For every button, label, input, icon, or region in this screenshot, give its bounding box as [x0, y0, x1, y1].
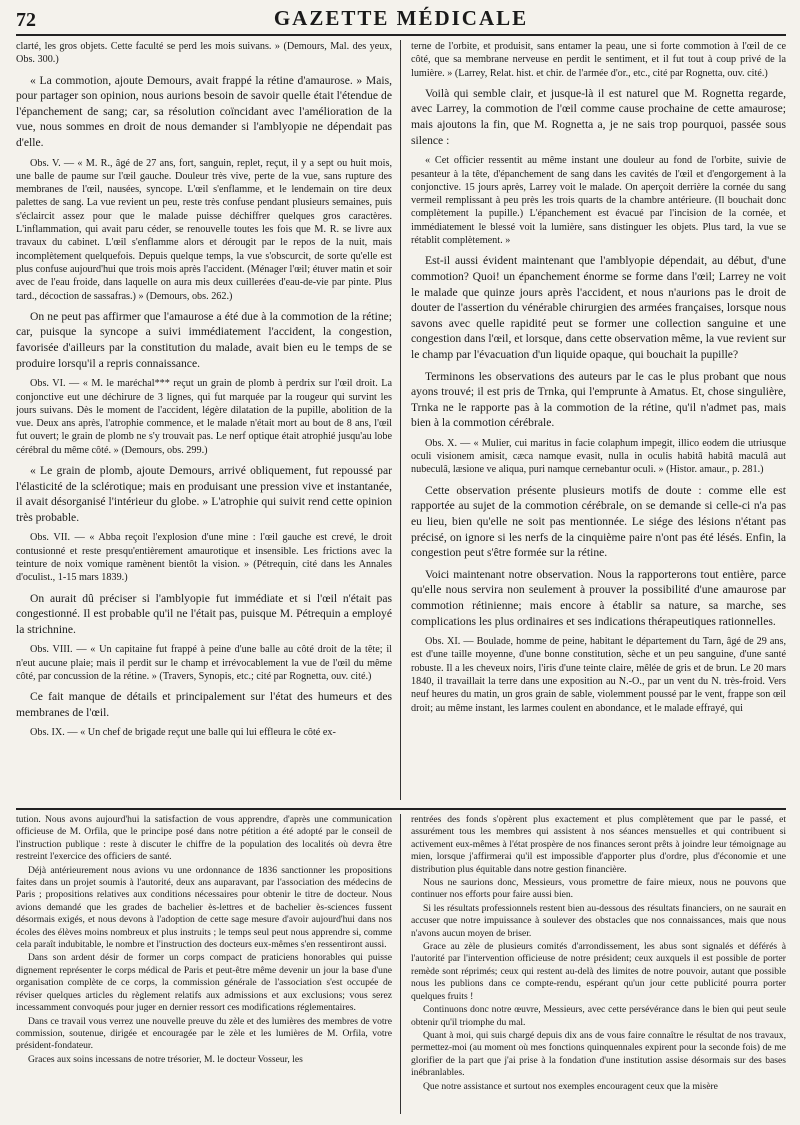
paragraph: « Le grain de plomb, ajoute Demours, arrivé obliquement, fut repoussé par l'élasticité de la sclérotique; mais en produisant une pression vive et instantanée, il avait désorganisé l'intérieur du globe. » L'atrophie qui suivit rend cette opinion très probable. — [16, 463, 392, 524]
paragraph: Voilà qui semble clair, et jusque-là il est naturel que M. Rognetta regarde, avec Larrey, la commotion de l'œil comme cause prochaine de cette amaurose; mais ajoutons la fin, que M. Rognetta a, je ne sais trop pourquoi, passée sous silence : — [411, 86, 786, 147]
paragraph: « La commotion, ajoute Demours, avait frappé la rétine d'amaurose. » Mais, pour partager son opinion, nous aurions besoin de savoir quelle était l'étendue de l'épanchement de sang; car, sa résolution coïncidant avec l'amélioration de la vue, nous sommes en droit de nous demander si l'amblyopie ne dépendait pas d'elle. — [16, 73, 392, 149]
paragraph: Que notre assistance et surtout nos exemples encouragent ceux que la misère — [423, 1080, 718, 1092]
observation-paragraph: Obs. XI. — Boulade, homme de peine, habitant le département du Tarn, âgé de 29 ans, est d'une taille moyenne, d'une bonne constitution, sèche et un peu sanguine, d'une santé robuste. Il a les cheveux noirs, l'iris d'une teinte claire, mêlée de gris et de brun. Le 20 mars 1840, il travaillait la terre dans une exposition au N.-O., par un vent du N. très-froid. Vers neuf heures du matin, un gros grain de sable, violemment poussé par le vent, frappe son œil droit; au même instant, les larmes coulent en abondance, et le malade effrayé, qui — [411, 636, 786, 714]
observation-paragraph: Obs. IX. — « Un chef de brigade reçut une balle qui lui effleura le côté ex- — [30, 727, 336, 739]
observation-paragraph: Obs. VII. — « Abba reçoit l'explosion d'une mine : l'œil gauche est crevé, le droit contusionné et reste presqu'entièrement amaurotique et insensible. Les frictions avec la teinture de noix vomique ramènent bientôt la vision. » (Pétrequin, cité dans les Annales d'oculist., 1-15 mars 1839.) — [16, 532, 392, 584]
paragraph: Voici maintenant notre observation. Nous la rapporterons tout entière, parce qu'elle nous servira non seulement à prouver la possibilité d'une amaurose par commotion rétinienne; mais encore à établir sa nature, sa marche, ses complications les plus ordinaires et ses indications thérapeutiques rationnelles. — [411, 567, 786, 628]
paragraph: On aurait dû préciser si l'amblyopie fut immédiate et si l'œil n'était pas congestionné. Il est probable qu'il ne l'était pas, puisque M. Pétrequin a employé la strichnine. — [16, 591, 392, 636]
paragraph: Continuons donc notre œuvre, Messieurs, avec cette persévérance dans le bien qui peut seule obtenir qu'il triomphe du mal. — [411, 1004, 786, 1028]
paragraph: Dans son ardent désir de former un corps compact de praticiens honorables qui puisse dignement représenter le corps médical de Paris et peut-être même devenir un jour la base d'une organisation complète de ce corps, la commission générale de l'association s'est occupée de réviser quelques articles du règlement relatifs aux admissions et aux exclusions; vous serez incessamment convoqués pour juger en dernier ressort ces modifications réglementaires. — [16, 952, 392, 1014]
paragraph: Quant à moi, qui suis chargé depuis dix ans de vous faire connaître le résultat de nos travaux, permettez-moi (au moment où mes fonctions quinquennales expirent pour la seconde fois) de me glorifier de la part que j'ai prise à la fondation d'une institution assise désormais sur des bases inébranlables. — [411, 1029, 786, 1079]
paragraph: Ce fait manque de détails et principalement sur l'état des humeurs et des membranes de l'œil. — [16, 690, 392, 719]
paragraph: terne de l'orbite, et produisit, sans entamer la peau, une si forte commotion à l'œil de ce côté, que sa membrane nerveuse en perdit le sentiment, et il fut tout à coup privé de la lumière. » (Larrey, Relat. hist. et chir. de l'armée d'or., etc., cité par Rognetta, ouv. cité.) — [411, 41, 786, 79]
paragraph: Nous ne saurions donc, Messieurs, vous promettre de faire mieux, nous ne pouvons que continuer nos efforts pour faire aussi bien. — [411, 877, 786, 901]
paragraph: Cette observation présente plusieurs motifs de doute : comme elle est rapportée au sujet de la commotion cérébrale, on se demande si celle-ci n'a pas eu lieu, bien qu'elle ne soit pas mentionnée. Le siége des lésions n'étant pas précisé, on ignore si les nerfs de la cinquième paire n'ont pas été lésés. Enfin, la congestion peut s'être formée sur la rétine. — [411, 483, 786, 560]
paragraph: Déjà antérieurement nous avions vu une ordonnance de 1836 sanctionner les propositions faites dans un projet soumis à l'autorité, deux ans auparavant, par l'association des médecins de Paris ; propositions relatives aux conditions nécessaires pour obtenir le titre de docteur. Nous avions demandé que les grades de bachelier ès-lettres et de bachelier ès-sciences fussent désormais exigés, et nous devons à l'adoption de cette sage mesure d'avoir aujourd'hui dans nos écoles des élèves moins nombreux et plus instruits ; le temps seul peut nous apprendre si, comme cela paraît indubitable, le nombre et l'instruction des docteurs eux-mêmes s'en ressentiront aussi. — [16, 864, 392, 951]
quote-paragraph: « Cet officier ressentit au même instant une douleur au fond de l'orbite, suivie de pesanteur à la tête, d'épanchement de sang dans les cavités de l'œil et d'engorgement à la conjonctive. 15 jours après, Larrey voit le malade. On aperçoit derrière la cornée du sang vermeil remplissant à peu près les trois quarts de la chambre antérieure. (Il bouchait donc complètement la pupille.) L'épanchement est évacué par l'incision de la cornée, et immédiatement le blessé voit la lumière, sans distinguer les objets. Plus tard, la vue se rétablit complètement. » — [411, 155, 786, 247]
upper-left-column — [16, 40, 401, 800]
paragraph: tution. Nous avons aujourd'hui la satisfaction de vous apprendre, d'après une communication officieuse de M. Orfila, que le principe posé dans notre pétition a été adopté par le conseil de l'instruction publique : reste à discuter le chiffre de la population des localités où devra être restreint l'exercice des officiers de santé. — [16, 814, 392, 863]
paragraph: rentrées des fonds s'opèrent plus exactement et plus complètement que par le passé, et assurément tous les membres qui assistent à nos séances mensuelles et qui contribuent si activement eux-mêmes à l'état prospère de nos finances seront prêts à joindre leur témoignage au mien, lorsque j'affirmerai qu'il est impossible d'apporter plus d'ordre, plus d'économie et une distribution plus équitable dans notre gestion financière. — [411, 814, 786, 875]
paragraph: Grace au zèle de plusieurs comités d'arrondissement, les abus sont signalés et déférés à l'autorité par l'intervention officieuse de notre président; ceux auxquels il est possible de porter remède sont réprimés; ceux qui restent au-delà des limites de notre pouvoir, autant que possible nous les publions dans ce compte-rendu, espérant qu'un jour cette publicité pourra porter quelques fruits ! — [411, 941, 786, 1002]
article-lower — [16, 814, 786, 1114]
paragraph: Est-il aussi évident maintenant que l'amblyopie dépendait, au début, d'une commotion? Quoi! un épanchement énorme se forme dans l'œil; Larrey ne voit le malade que quinze jours après l'accident, et nous n'aurions pas le droit de douter de l'assertion du vénérable chirurgien des armées françaises, lorsque nous savons avec quelle rapidité peut se former une collection sanguine et une congestion dans l'œil, et lorsque, dans cette observation même, la vue revient sur le champ par l'évacuation d'un liquide opaque, qui bouchait la pupille? — [411, 254, 786, 361]
observation-paragraph: Obs. X. — « Mulier, cui maritus in facie colaphum impegit, illico eodem die utriusque oculi visionem amisit, cæca namque evasit, nulla in oculis habitâ habitâ maculâ aut nubeculâ, læsione ve aliqua, puri namque cernebantur oculi. » (Histor. amaur., p. 281.) — [411, 437, 786, 476]
paragraph: On ne peut pas affirmer que l'amaurose a été due à la commotion de la rétine; car, puisque la syncope a suivi immédiatement l'accident, la congestion, favorisée d'ailleurs par la constitution du malade, avait bien eu le temps de se produire lorsqu'il a repris connaissance. — [16, 309, 392, 370]
observation-paragraph: Obs. VIII. — « Un capitaine fut frappé à peine d'une balle au côté droit de la tête; il n'eut aucune plaie; mais il perdit sur le champ et irrévocablement la vue de l'œil du même côté, par concussion de la rétine. » (Travers, Synopis, etc.; cité par Rognetta, ouv. cité.) — [16, 644, 392, 682]
lower-left-column — [16, 814, 401, 1114]
observation-paragraph: Obs. VI. — « M. le maréchal*** reçut un grain de plomb à perdrix sur l'œil droit. La conjonctive eut une déchirure de 3 lignes, qui fut marquée par la rougeur qui survint les jours suivans. Dès le moment de l'accident, légère dilatation de la pupille, abolition de la vue. Deux ans après, l'atrophie commence, et le malade n'était mort au bout de 8 ans, l'œil fut ouvert; le grain de plomb ne s'y trouvait pas. Le nerf optique était atrophié jusqu'au lobe cérébral du même côté. » (Demours, obs. 299.) — [16, 378, 392, 456]
page-number: 72 — [16, 9, 36, 31]
section-divider — [16, 808, 786, 810]
paragraph: Si les résultats professionnels restent bien au-dessous des résultats financiers, on ne saurait en accuser que notre impuissance à soulever des obstacles que nos connaissances, mais que nous n'avons aucun moyen de briser. — [411, 902, 786, 939]
lower-right-column — [401, 814, 786, 1114]
page-header — [16, 0, 786, 36]
paragraph: Dans ce travail vous verrez une nouvelle preuve du zèle et des lumières des membres de votre commission, soutenue, dirigée et encouragée par le zèle et les lumières de M. Orfila, votre président-fondateur. — [16, 1015, 392, 1052]
paragraph: Graces aux soins incessans de notre trésorier, M. le docteur Vosseur, les — [28, 1053, 303, 1065]
article-upper — [16, 40, 786, 800]
paragraph: Terminons les observations des auteurs par le cas le plus probant que nous ayons trouvé; il est pris de Trnka, qui l'emprunte à Amatus. Et, chose singulière, Trnka ne le rapporte pas à la commotion de la rétine, qu'il n'admet pas, mais bien à la commotion cérébrale. — [411, 369, 786, 430]
observation-paragraph: Obs. V. — « M. R., âgé de 27 ans, fort, sanguin, replet, reçut, il y a sept ou huit mois, une balle de paume sur l'œil gauche. Douleur très vive, perte de la vue, sans rupture des membranes de l'œil, nausées, syncope. L'œil s'enflamme, et le lendemain on tire deux palettes de sang. La vue revient un peu, reste très confuse pendant plusieurs semaines, puis s'éclaircit assez pour que le malade puisse déchiffrer quelques gros caractères. L'inflammation, qui avait paru céder, se renouvelle toutes les fois que M. R. se livre aux travaux du cabinet. L'œil s'enflamme alors et dérougit par le repos de la nuit, mais incomplètement quelquefois. Depuis quelque temps, la vue s'obscurcit, de sorte qu'elle est plus confuse aujourd'hui que trois mois après l'accident. (Ménager l'œil; étuver matin et soir avec de l'eau froide, dans laquelle on aura mis deux cuillerées d'eau-de-vie par pinte. Plus tard., décoction de sassafras.) » (Demours, obs. 262.) — [16, 157, 392, 302]
paragraph: clarté, les gros objets. Cette faculté se perd les mois suivans. » (Demours, Mal. des yeux, Obs. 300.) — [16, 41, 392, 66]
upper-right-column — [401, 40, 786, 800]
journal-title: GAZETTE MÉDICALE — [273, 6, 529, 30]
